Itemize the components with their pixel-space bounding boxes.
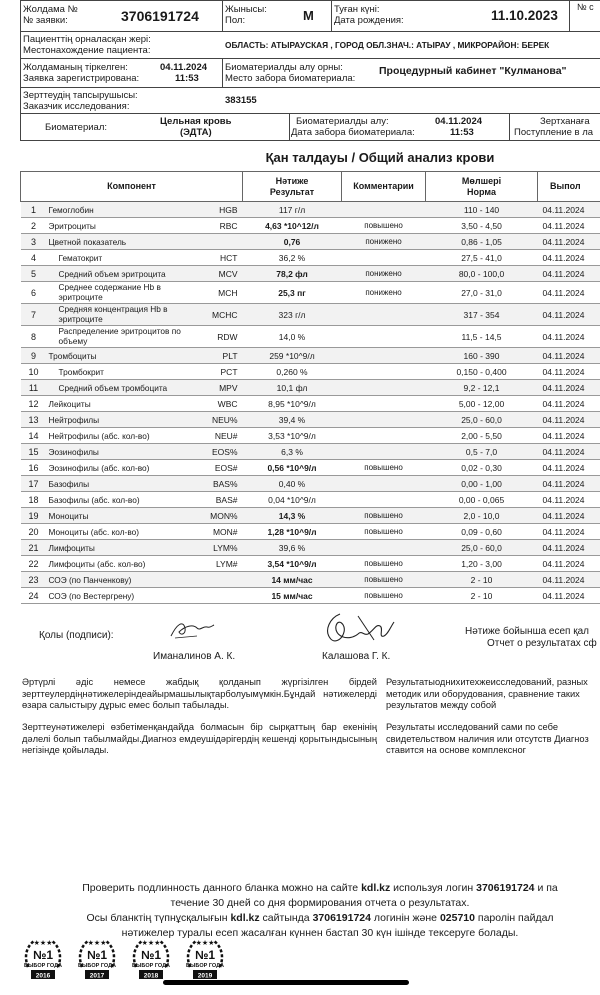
result-value: 14,0 %	[243, 326, 342, 348]
comment-value	[342, 444, 426, 460]
norm-range: 0,09 - 0,60	[426, 524, 538, 540]
registered-label-ru: Заявка зарегистрирована:	[23, 73, 140, 84]
done-date: 04.11.2024	[538, 266, 600, 282]
disclaimer-ru-1: Результатыоднихитехжеисследований, разных методик или оборудования, сравнение таких результатов между собой	[386, 677, 588, 710]
norm-range: 27,5 - 41,0	[426, 250, 538, 266]
footer-line-3-a: Осы бланктің түпнұсқалығын	[86, 912, 231, 924]
table-row	[21, 326, 600, 348]
norm-range: 0,86 - 1,05	[426, 234, 538, 250]
award-label: ВЫБОР ГОДА	[24, 963, 62, 969]
comment-value	[342, 304, 426, 326]
comment-value	[342, 476, 426, 492]
registered-time: 11:53	[175, 73, 199, 84]
order-label-kz: Жолдама №	[23, 4, 78, 15]
row-number: 21	[21, 540, 47, 556]
registered-label-kz: Жолдаманың тіркелген:	[23, 62, 128, 73]
table-row	[21, 202, 600, 218]
row-number: 11	[21, 380, 47, 396]
biomaterial-value-2: (ЭДТА)	[180, 127, 212, 138]
done-date: 04.11.2024	[538, 412, 600, 428]
table-row	[21, 266, 600, 282]
table-row	[21, 444, 600, 460]
norm-range: 0,150 - 0,400	[426, 364, 538, 380]
col-result	[243, 172, 342, 202]
footer-line-1-b: используя логин	[390, 882, 477, 894]
done-date: 04.11.2024	[538, 218, 600, 234]
award-year: 2018	[143, 972, 159, 980]
done-date: 04.11.2024	[538, 282, 600, 304]
row-number: 1	[21, 202, 47, 218]
done-date: 04.11.2024	[538, 202, 600, 218]
award-label: ВЫБОР ГОДА	[132, 963, 170, 969]
result-value: 3,54 *10^9/л	[243, 556, 342, 572]
received-label-ru: Поступление в ла	[514, 127, 594, 138]
footer-line-3	[0, 911, 600, 925]
signer-2-name: Калашова Г. К.	[322, 651, 391, 662]
component-name: Лимфоциты	[47, 540, 193, 556]
comment-value: повышено	[342, 588, 426, 604]
home-indicator[interactable]	[163, 980, 409, 985]
comment-value: повышено	[342, 524, 426, 540]
col-norm	[426, 172, 538, 202]
location-label-ru: Местонахождение пациента:	[23, 45, 151, 56]
table-header-row	[21, 172, 600, 202]
row-number: 2	[21, 218, 47, 234]
row-number: 3	[21, 234, 47, 250]
table-row	[21, 476, 600, 492]
dob-label-kz: Туған күні:	[334, 4, 380, 15]
norm-range: 317 - 354	[426, 304, 538, 326]
result-value: 14 мм/час	[243, 572, 342, 588]
result-value: 36,2 %	[243, 250, 342, 266]
done-date: 04.11.2024	[538, 428, 600, 444]
norm-range: 0,00 - 0,065	[426, 492, 538, 508]
footer-login: 3706191724	[476, 882, 535, 894]
row-number: 7	[21, 304, 47, 326]
table-row	[21, 492, 600, 508]
col-done: Выпол	[538, 172, 600, 202]
norm-range: 25,0 - 60,0	[426, 412, 538, 428]
component-code: LYM#	[193, 556, 243, 572]
component-code: RDW	[193, 326, 243, 348]
award-label: ВЫБОР ГОДА	[186, 963, 224, 969]
table-row	[21, 540, 600, 556]
footer-password: 025710	[439, 912, 475, 924]
norm-range: 1,20 - 3,00	[426, 556, 538, 572]
collection-place-label-kz: Биоматериалды алу орны:	[225, 62, 343, 73]
comment-value	[342, 540, 426, 556]
comment-value	[342, 348, 426, 364]
location-value: ОБЛАСТЬ: АТЫРАУСКАЯ , ГОРОД ОБЛ.ЗНАЧ.: АТЫРАУ , МИКРОРАЙОН: БЕРЕК	[225, 40, 550, 50]
table-row	[21, 412, 600, 428]
component-name: Эритроциты	[47, 218, 193, 234]
result-value: 1,28 *10^9/л	[243, 524, 342, 540]
row-number: 20	[21, 524, 47, 540]
award-badge-icon	[130, 937, 172, 985]
row-number: 13	[21, 412, 47, 428]
award-year: 2016	[35, 972, 51, 980]
component-name: Тромбоциты	[47, 348, 193, 364]
result-value: 25,3 пг	[243, 282, 342, 304]
table-row	[21, 380, 600, 396]
row-number: 12	[21, 396, 47, 412]
row-number: 4	[21, 250, 47, 266]
norm-range: 2,0 - 10,0	[426, 508, 538, 524]
done-date: 04.11.2024	[538, 508, 600, 524]
dob-label-ru: Дата рождения:	[334, 15, 404, 26]
component-name: СОЭ (по Вестергрену)	[47, 588, 193, 604]
done-date: 04.11.2024	[538, 492, 600, 508]
result-value: 117 г/л	[243, 202, 342, 218]
signature-label: Қолы (подписи):	[39, 630, 114, 641]
footer-line-1	[0, 881, 600, 895]
result-value: 4,63 *10^12/л	[243, 218, 342, 234]
component-code	[193, 588, 243, 604]
component-code: PLT	[193, 348, 243, 364]
component-name: Цветной показатель	[47, 234, 193, 250]
footer-login-2: 3706191724	[312, 912, 371, 924]
row-number: 16	[21, 460, 47, 476]
result-value: 39,6 %	[243, 540, 342, 556]
result-value: 0,56 *10^9/л	[243, 460, 342, 476]
award-top: №1	[32, 948, 54, 962]
results-table	[20, 171, 600, 604]
table-row	[21, 428, 600, 444]
row-number: 15	[21, 444, 47, 460]
result-value: 0,40 %	[243, 476, 342, 492]
comment-value: понижено	[342, 234, 426, 250]
result-value: 0,260 %	[243, 364, 342, 380]
norm-range: 5,00 - 12,00	[426, 396, 538, 412]
norm-range: 0,5 - 7,0	[426, 444, 538, 460]
signature-1-icon	[167, 614, 217, 642]
result-value: 78,2 фл	[243, 266, 342, 282]
order-label-ru: № заявки:	[23, 15, 68, 26]
disclaimer-ru-2: Результаты исследований сами по себе свидетельством наличия или отсутств Диагноз ставится на основе комплексног	[386, 722, 589, 755]
row-number: 8	[21, 326, 47, 348]
location-label-kz: Пациенттің орналасқан жері:	[23, 34, 151, 45]
comment-value: повышено	[342, 572, 426, 588]
row-number: 5	[21, 266, 47, 282]
done-date: 04.11.2024	[538, 524, 600, 540]
component-code: EOS#	[193, 460, 243, 476]
footer-line-3-d: паролін пайдал	[474, 912, 554, 924]
disclaimer-kz-2: Зерттеунәтижелері өзбетіменқандайда болмасын бір сырқаттың бар екенінің дәлелі болып табылмайды.Диагноз емдеушідәрігердің кешенді қорытындысының негізінде қойылады.	[22, 722, 377, 755]
result-value: 8,95 *10^9/л	[243, 396, 342, 412]
comment-value	[342, 412, 426, 428]
comment-value: повышено	[342, 460, 426, 476]
customer-label-ru: Заказчик исследования:	[23, 101, 130, 112]
table-row	[21, 556, 600, 572]
comment-value: понижено	[342, 266, 426, 282]
row-number: 10	[21, 364, 47, 380]
patient-header	[0, 0, 600, 140]
done-date: 04.11.2024	[538, 444, 600, 460]
done-date: 04.11.2024	[538, 326, 600, 348]
result-value: 10,1 фл	[243, 380, 342, 396]
done-date: 04.11.2024	[538, 304, 600, 326]
component-name: Средний объем эритроцита	[47, 266, 193, 282]
component-name: Гемоглобин	[47, 202, 193, 218]
signer-1-name: Иманалинов А. К.	[153, 651, 236, 662]
comment-value: повышено	[342, 218, 426, 234]
result-value: 6,3 %	[243, 444, 342, 460]
footer-line-4: нәтижелер туралы есеп жасалған күннен бастап 30 күн ішінде тексеруге болады.	[121, 927, 519, 939]
component-code: HCT	[193, 250, 243, 266]
component-code: HGB	[193, 202, 243, 218]
component-code: MON%	[193, 508, 243, 524]
footer-line-3-c: логинін және	[370, 912, 440, 924]
sex-label-kz: Жынысы:	[225, 4, 267, 15]
signature-2-icon	[318, 610, 398, 648]
col-norm-ru: Норма	[467, 186, 496, 197]
sex-value: М	[303, 8, 314, 23]
norm-range: 3,50 - 4,50	[426, 218, 538, 234]
award-label: ВЫБОР ГОДА	[78, 963, 116, 969]
footer-site-2[interactable]: kdl.kz	[230, 912, 260, 924]
component-code: NEU%	[193, 412, 243, 428]
done-date: 04.11.2024	[538, 250, 600, 266]
customer-value: 383155	[225, 95, 257, 106]
award-top: №1	[86, 948, 108, 962]
bio-taken-label-ru: Дата забора биоматериала:	[291, 127, 415, 138]
component-code: WBC	[193, 396, 243, 412]
component-code: MON#	[193, 524, 243, 540]
comment-value: повышено	[342, 508, 426, 524]
norm-range: 110 - 140	[426, 202, 538, 218]
award-top: №1	[140, 948, 162, 962]
customer-label-kz: Зерттеудің тапсырушысы:	[23, 90, 138, 101]
done-date: 04.11.2024	[538, 380, 600, 396]
result-value: 14,3 %	[243, 508, 342, 524]
component-code: RBC	[193, 218, 243, 234]
done-date: 04.11.2024	[538, 460, 600, 476]
component-code: LYM%	[193, 540, 243, 556]
component-code: MCHC	[193, 304, 243, 326]
component-name: Нейтрофилы	[47, 412, 193, 428]
table-row	[21, 304, 600, 326]
component-name: Эозинофилы (абс. кол-во)	[47, 460, 193, 476]
svg-text:★★★: ★★★	[195, 940, 215, 947]
done-date: 04.11.2024	[538, 348, 600, 364]
done-date: 04.11.2024	[538, 556, 600, 572]
col-comments: Комментарии	[342, 172, 426, 202]
table-row	[21, 524, 600, 540]
result-value: 323 г/л	[243, 304, 342, 326]
component-name: Тромбокрит	[47, 364, 193, 380]
row-number: 22	[21, 556, 47, 572]
done-date: 04.11.2024	[538, 540, 600, 556]
footer-line-2: течение 30 дней со дня формирования отчета о результатах.	[170, 897, 470, 909]
footer-line-1-c: и па	[534, 882, 558, 894]
component-code: BAS%	[193, 476, 243, 492]
col-component: Компонент	[21, 172, 243, 202]
component-name: Базофилы (абс. кол-во)	[47, 492, 193, 508]
row-number: 24	[21, 588, 47, 604]
component-code: NEU#	[193, 428, 243, 444]
result-value: 0,04 *10^9/л	[243, 492, 342, 508]
col-norm-kz: Мөлшері	[461, 175, 502, 186]
component-code: MCV	[193, 266, 243, 282]
received-label-kz: Зертханаға	[540, 116, 590, 127]
row-number: 14	[21, 428, 47, 444]
disclaimer-kz-1: Әртүрлі әдіс немесе жабдық қолданып жүргізілген бірдей зерттеулердіңнәтижелеріндеайырмашылықтарболуымүмкін.Бұндай нәтижелерді өзара салыстыру дұрыс емес болып табылады.	[22, 677, 377, 710]
result-value: 3,53 *10^9/л	[243, 428, 342, 444]
result-value: 259 *10^9/л	[243, 348, 342, 364]
collection-place-value: Процедурный кабинет "Кулманова"	[379, 65, 567, 77]
bio-taken-label-kz: Биоматериалды алу:	[296, 116, 389, 127]
done-date: 04.11.2024	[538, 396, 600, 412]
done-date: 04.11.2024	[538, 476, 600, 492]
component-name: Нейтрофилы (абс. кол-во)	[47, 428, 193, 444]
component-name: Лейкоциты	[47, 396, 193, 412]
component-code	[193, 572, 243, 588]
table-row	[21, 282, 600, 304]
biomaterial-value-1: Цельная кровь	[160, 116, 232, 127]
norm-range: 0,00 - 1,00	[426, 476, 538, 492]
svg-text:★★★: ★★★	[33, 940, 53, 947]
table-row	[21, 250, 600, 266]
comment-value	[342, 364, 426, 380]
table-row	[21, 234, 600, 250]
norm-range: 9,2 - 12,1	[426, 380, 538, 396]
row-number: 6	[21, 282, 47, 304]
component-code: BAS#	[193, 492, 243, 508]
norm-range: 2,00 - 5,50	[426, 428, 538, 444]
corner-label: № с	[577, 2, 594, 12]
component-name: Среднее содержание Hb в эритроците	[47, 282, 193, 304]
comment-value	[342, 326, 426, 348]
row-number: 19	[21, 508, 47, 524]
norm-range: 0,02 - 0,30	[426, 460, 538, 476]
row-number: 9	[21, 348, 47, 364]
bio-taken-time: 11:53	[450, 127, 474, 138]
sex-label-ru: Пол:	[225, 15, 246, 26]
norm-range: 80,0 - 100,0	[426, 266, 538, 282]
comment-value	[342, 202, 426, 218]
result-note-kz: Нәтиже бойынша есеп қал	[465, 626, 590, 637]
norm-range: 11,5 - 14,5	[426, 326, 538, 348]
component-code	[193, 234, 243, 250]
norm-range: 27,0 - 31,0	[426, 282, 538, 304]
result-value: 0,76	[243, 234, 342, 250]
component-name: Моноциты	[47, 508, 193, 524]
biomaterial-label: Биоматериал:	[45, 122, 108, 133]
comment-value: понижено	[342, 282, 426, 304]
award-top: №1	[194, 948, 216, 962]
component-code: EOS%	[193, 444, 243, 460]
award-year: 2019	[197, 972, 213, 980]
row-number: 17	[21, 476, 47, 492]
registered-date: 04.11.2024	[160, 62, 208, 73]
done-date: 04.11.2024	[538, 364, 600, 380]
row-number: 18	[21, 492, 47, 508]
component-name: Средний объем тромбоцита	[47, 380, 193, 396]
comment-value	[342, 250, 426, 266]
comment-value	[342, 396, 426, 412]
comment-value	[342, 492, 426, 508]
norm-range: 2 - 10	[426, 588, 538, 604]
component-name: Моноциты (абс. кол-во)	[47, 524, 193, 540]
table-row	[21, 572, 600, 588]
table-row	[21, 460, 600, 476]
comment-value: повышено	[342, 556, 426, 572]
table-row	[21, 588, 600, 604]
result-value: 15 мм/час	[243, 588, 342, 604]
table-row	[21, 348, 600, 364]
table-row	[21, 218, 600, 234]
done-date: 04.11.2024	[538, 234, 600, 250]
report-title: Қан талдауы / Общий анализ крови	[265, 150, 495, 165]
bio-taken-date: 04.11.2024	[435, 116, 483, 127]
done-date: 04.11.2024	[538, 588, 600, 604]
component-name: Гематокрит	[47, 250, 193, 266]
col-result-ru: Результат	[269, 186, 315, 197]
component-code: PCT	[193, 364, 243, 380]
svg-text:★★★: ★★★	[87, 940, 107, 947]
award-badge-icon	[184, 937, 226, 985]
result-note-ru: Отчет о результатах сф	[487, 638, 597, 649]
component-code: MCH	[193, 282, 243, 304]
comment-value	[342, 428, 426, 444]
component-name: СОЭ (по Панченкову)	[47, 572, 193, 588]
result-value: 39,4 %	[243, 412, 342, 428]
table-row	[21, 396, 600, 412]
component-name: Средняя концентрация Hb в эритроците	[47, 304, 193, 326]
comment-value	[342, 380, 426, 396]
norm-range: 2 - 10	[426, 572, 538, 588]
footer-line-3-b: сайтында	[259, 912, 313, 924]
component-code: MPV	[193, 380, 243, 396]
order-number: 3706191724	[121, 8, 199, 24]
table-row	[21, 508, 600, 524]
col-result-kz: Нәтиже	[275, 175, 309, 186]
footer-line-1-a: Проверить подлинность данного бланка можно на сайте	[82, 882, 362, 894]
done-date: 04.11.2024	[538, 572, 600, 588]
award-badge-icon	[76, 937, 118, 985]
dob-value: 11.10.2023	[491, 8, 558, 23]
award-year: 2017	[89, 972, 105, 980]
award-badge-icon	[22, 937, 64, 985]
row-number: 23	[21, 572, 47, 588]
component-name: Эозинофилы	[47, 444, 193, 460]
footer-site[interactable]: kdl.kz	[361, 882, 391, 894]
norm-range: 25,0 - 60,0	[426, 540, 538, 556]
collection-place-label-ru: Место забора биоматериала:	[225, 73, 356, 84]
table-row	[21, 364, 600, 380]
component-name: Базофилы	[47, 476, 193, 492]
component-name: Лимфоциты (абс. кол-во)	[47, 556, 193, 572]
svg-text:★★★: ★★★	[141, 940, 161, 947]
component-name: Распределение эритроцитов по объему	[47, 326, 193, 348]
norm-range: 160 - 390	[426, 348, 538, 364]
